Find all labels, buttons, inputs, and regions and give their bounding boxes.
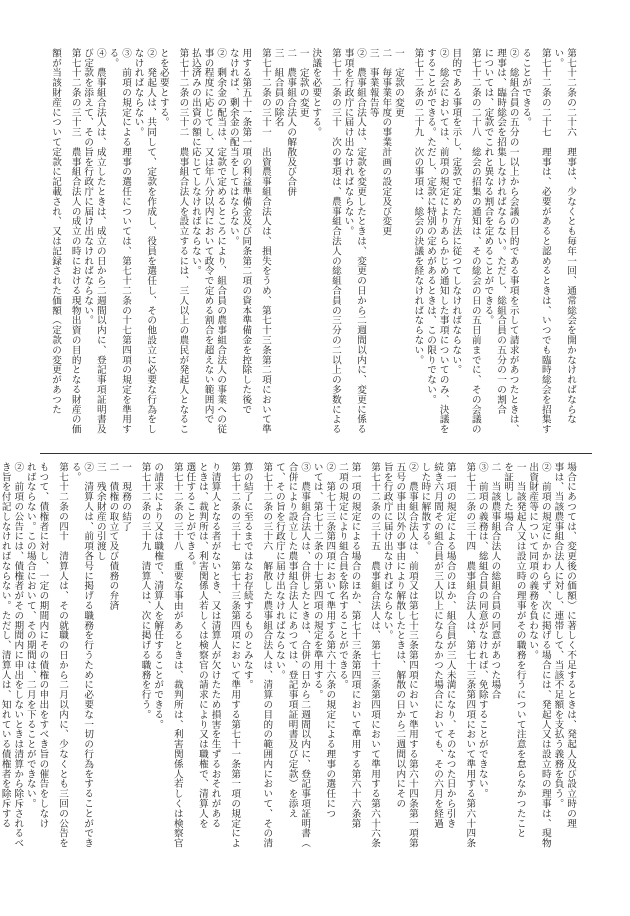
text-column: ② 第七十三条第四項において準用する第六十六条の規定による理事の選任につ [324,462,336,819]
text-column: 第七十二条の三十九 清算人は、次に掲げる職務を行う。 [139,462,151,720]
text-column: ることができる。 [520,48,532,128]
text-column: 一 定款の変更 [392,48,404,118]
text-column: い。 [552,48,564,68]
text-column: 一 定款の変更 [297,48,309,118]
text-column: とを必要とする。 [157,48,169,128]
text-column: 合併により設立した農事組合法人にあつては、登記事項証明書及び定款）を添え [286,462,298,819]
text-column: 第七十二条の三十一 出資農事組合法人は、損失をうめ、第七十三条第二項において準 [259,48,271,435]
text-column: り清算人となる者がないとき、又は清算人が欠けたため損害を生ずるおそれがある [209,462,221,829]
text-column: ③ 前項の規定による理事の選任については、第七十二条の十七第四項の規定を準用す [120,48,131,435]
top-text-block [50,48,576,448]
text-column: した時に解散する。 [419,462,431,552]
text-column: ② 農事組合法人は、定款を変更したときは、変更の日から二週間以内に、変更に係る [355,48,367,435]
text-column: 二 債権の取立て及び債務の弁済 [107,462,119,611]
text-column: ② 前項の規定にかかわらず、次に掲げる場合には、発起人又は設立時の理事は、現物 [539,462,551,849]
text-column: 算の結了に至るまではなお存続するものとみなす。 [241,462,253,690]
text-column: 理事は、臨時総会を招集しなければならない。ただし、総組合員の五分の一の割合 [495,48,507,415]
text-column: ② 総会においては、前項の規定によりあらかじめ通知した事項についてのみ、決議を [437,48,449,435]
text-column: 第七十二条の二十七 理事は、必要があると認めるときは、いつでも臨時総会を招集す [539,48,551,435]
text-column: 第七十二条の三十五 農事組合法人は、第七十三条第四項において準用する第六十六条 [369,462,381,849]
text-column: なければ、剰余金の配当をしてはならない。 [227,48,239,246]
text-column: 事は、当該農事組合法人に対し、連帯して、当該不足額を支払う義務を負う。 [552,462,564,809]
text-column: 事項を行政庁に届け出なければならない。 [342,48,354,237]
text-column: 事の程度に応じてし、又は年八分以内において政令で定める割合を超えない範囲内で [202,48,214,425]
text-column: 場合にあつては、変更後の価額）に著しく不足するときは、発起人及び設立時の理 [565,462,576,829]
text-column: る。 [107,48,119,68]
text-column: 第七十二条の三十二 農事組合法人を設立するには、三人以上の農民が発起人となるこ [177,48,189,435]
text-column: 第七十二条の三十八 重要な事由があるときは、裁判所は、利害関係人若しくは検察官 [171,462,183,849]
text-column: ② 農事組合法人は、前項又は第七十三条第四項において準用する第六十四条第一項第 [406,462,418,849]
text-column: ④ 農事組合法人は、成立したときは、成立の日から二週間以内に、登記事項証明書及 [94,48,106,435]
text-column: 決議を必要とする。 [310,48,322,138]
text-column: ③ 農事組合法人は、合併したときは、合併の日から二週間以内に、登記事項証明書（ [299,462,311,849]
text-column: 一 当該発起人又は設立時の理事がその職務を行うについて注意を怠らなかつたこと [514,462,526,839]
text-column: 第七十二条の二十六 理事は、少なくとも毎年一回、通常総会を開かなければならな [565,48,576,425]
text-column: 額が当該財産について定款に記載され、又は記録された価額（定款の変更があつた [50,48,62,415]
text-column: いては、第七十二条の十七第四項の規定を準用する。 [311,462,323,700]
text-column: 一 現務の結了 [120,462,131,532]
text-column: を証明した場合 [502,462,514,532]
text-column: 三 組合員の除名 [272,48,284,128]
text-column: 三 事業報告等 [367,48,379,118]
text-column: 第七十二条の三十六 解散した農事組合法人は、清算の目的の範囲内において、その清 [261,462,273,849]
text-column: 第七十二条の二十八 総会の招集の通知は、その総会の日の五日前までに、その会議の [469,48,481,435]
text-column: もつて、債権者に対し、一定の期間内にその債権の申出をすべき旨の催告をしなけ [37,462,49,829]
text-column: については、定款でこれと異なる割合を定めることができる。 [482,48,494,326]
text-column: ② 総組合員の五分の一以上から会議の目的である事項を示して請求があつたときは、 [507,48,519,435]
text-column: 第七十二条の三十七 第七十三条第四項において準用する第七十一条第一項の規定によ [229,462,241,849]
text-column: 目的である事項を示し、定款で定めた方法に従つてしなければならない。 [450,48,462,375]
text-column: ② 剰余金の配当は、定款で定めるところにより、組合員の農事組合法人の事業への従 [215,48,227,435]
section-divider [40,453,592,454]
text-column: び定款を添えて、その旨を行政庁に届け出なければならない。 [82,48,94,326]
text-column: て、その旨を行政庁に届け出なければならない。 [273,462,285,680]
bottom-text-block [0,462,576,866]
text-column: 第七十二条の三十 次の事項は、農事組合法人の総組合員の三分の二以上の多数による [329,48,341,435]
text-column: 第一項の規定による場合のほか、組合員が三人未満になり、そのなつた日から引き [444,462,456,829]
text-column: 二項の規定により組合員を除名することができる。 [336,462,348,690]
text-column: 三 残余財産の引渡し [94,462,106,561]
text-column: 二 毎事業年度の事業計画の設定及び変更 [380,48,392,237]
text-column: 払込済みの出資の額に応じてしなければならない。 [189,48,201,276]
text-column: 第七十二条の四十 清算人は、その就職の日から二月以内に、少なくとも三回の公告を [57,462,69,849]
text-column: 第七十二条の三十三 農事組合法人の成立の時における現物出資の目的となる財産の価 [69,48,81,435]
text-column: 旨を行政庁に届け出なければならない。 [381,462,393,641]
text-column: 出資財産等について同項の義務を負わない。 [527,462,539,660]
text-column: 選任することができる。 [184,462,196,571]
text-column: 用する第五十一条第一項の利益準備金及び同条第二項の資本準備金を控除した後で [240,48,252,415]
text-column: なければならない。 [132,48,144,138]
text-column: る。 [69,462,81,482]
text-column: ときは、裁判所は、利害関係人若しくは検察官の請求により又は職権で、清算人を [196,462,208,829]
text-column: 二 農事組合法人の解散及び合併 [285,48,297,197]
text-column: ② 清算人は、前項各号に掲げる職務を行うために必要な一切の行為をすることができ [82,462,94,849]
text-column: ② 発起人は、共同して、定款を作成し、役員を選任し、その他設立に必要な行為をし [145,48,157,435]
text-column: することができる。ただし、定款に特別の定めがあるときは、この限りでない。 [425,48,437,405]
text-column: 二 当該農事組合法人の総組合員の同意があつた場合 [489,462,501,700]
text-column: ればならない。この場合において、その期間は、二月を下ることができない。 [24,462,36,809]
text-column: 第七十二条の二十九 次の事項は、総会の決議を経なければならない。 [412,48,424,365]
text-column: 第七十二条の三十四 農事組合法人は、第七十三条第四項において準用する第六十四条 [464,462,476,849]
text-column: ③ 前項の義務は、総組合員の同意がなければ、免除することができない。 [476,462,488,799]
text-column: 五号の事由以外の事由により解散したときは、解散の日から二週間以内にその [394,462,406,809]
text-column: ② 前項の公告には、債権者がその期間内に申出をしないときは清算から除斥されるべ [12,462,24,849]
text-column: 続き六月間その組合員が三人以上にならなかつた場合においても、その六月を経過 [432,462,444,829]
text-column: 第一項の規定による場合のほか、第七十三条第四項において準用する第六十六条第 [349,462,361,829]
text-column: き旨を付記しなければならない。ただし、清算人は、知れている債権者を除斥する [0,462,11,829]
text-column: の請求により又は職権で、清算人を解任することができる。 [152,462,164,730]
